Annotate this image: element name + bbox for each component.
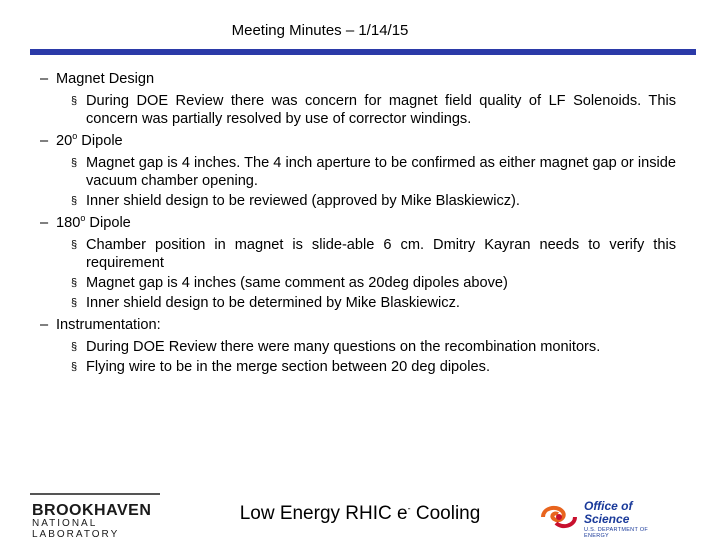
list-item [36, 274, 676, 292]
section-180-dipole [36, 212, 676, 234]
item-text: Inner shield design to be reviewed (approved by Mike Blaskiewicz). [86, 193, 520, 209]
degree-sup: o [80, 213, 86, 224]
dash-marker: – [40, 71, 49, 87]
logo-line-1: BROOKHAVEN [32, 502, 152, 519]
degree-sup: o [72, 131, 78, 142]
osc-line-2: Science [584, 512, 630, 526]
list-item [36, 192, 676, 210]
bullet-icon: § [71, 95, 78, 107]
dash-marker: – [40, 215, 49, 231]
item-text: During DOE Review there were many questions on the recombination monitors. [86, 339, 601, 355]
item-text: During DOE Review there was concern for magnet field quality of LF Solenoids. This concern was partially resolved by use of corrector windings. [86, 93, 676, 127]
section-heading-suffix: Dipole [85, 215, 131, 231]
logo-line-2: NATIONAL LABORATORY [32, 518, 120, 540]
footer-title-end: Cooling [410, 503, 481, 524]
bullet-icon: § [71, 297, 78, 309]
doe-swirl-icon [540, 503, 578, 531]
item-text: Chamber position in magnet is slide-able 6 cm. Dmitry Kayran needs to verify this requirement [86, 237, 676, 271]
page-title: Meeting Minutes – 1/14/15 [231, 22, 409, 39]
item-text: Magnet gap is 4 inches (same comment as 20deg dipoles above) [86, 275, 508, 291]
electron-sup: - [407, 503, 411, 514]
list-item [36, 92, 676, 128]
bullet-icon: § [71, 195, 78, 207]
footer-rule [30, 493, 160, 495]
section-magnet-design [36, 68, 676, 90]
bullet-icon: § [71, 277, 78, 289]
brookhaven-logo [32, 502, 162, 540]
bullet-icon: § [71, 341, 78, 353]
bullet-icon: § [71, 239, 78, 251]
list-item [36, 236, 676, 272]
osc-line-1: Office of [584, 499, 633, 513]
item-text: Magnet gap is 4 inches. The 4 inch aperture to be confirmed as either magnet gap or inside vacuum chamber opening. [86, 155, 676, 189]
osc-text [584, 500, 632, 526]
footer-title [200, 503, 520, 525]
section-heading-suffix: Dipole [77, 133, 123, 149]
section-heading-prefix: 20 [56, 133, 73, 149]
footer-title-main: Low Energy RHIC e [239, 503, 408, 524]
item-text: Flying wire to be in the merge section between 20 deg dipoles. [86, 359, 491, 375]
osc-line-3: U.S. DEPARTMENT OF ENERGY [584, 527, 649, 539]
section-heading: Instrumentation: [56, 317, 161, 333]
title-rule [30, 49, 696, 55]
dash-marker: – [40, 133, 49, 149]
office-of-science-logo [540, 500, 660, 540]
section-heading: Magnet Design [56, 71, 155, 87]
list-item [36, 358, 676, 376]
bullet-icon: § [71, 361, 78, 373]
list-item [36, 338, 676, 356]
section-heading-prefix: 180 [56, 215, 81, 231]
section-20-dipole [36, 130, 676, 152]
list-item [36, 154, 676, 190]
item-text: Inner shield design to be determined by Mike Blaskiewicz. [86, 295, 460, 311]
bullet-icon: § [71, 157, 78, 169]
list-item [36, 294, 676, 312]
minutes-body [36, 68, 676, 378]
section-instrumentation [36, 314, 676, 336]
dash-marker: – [40, 317, 49, 333]
